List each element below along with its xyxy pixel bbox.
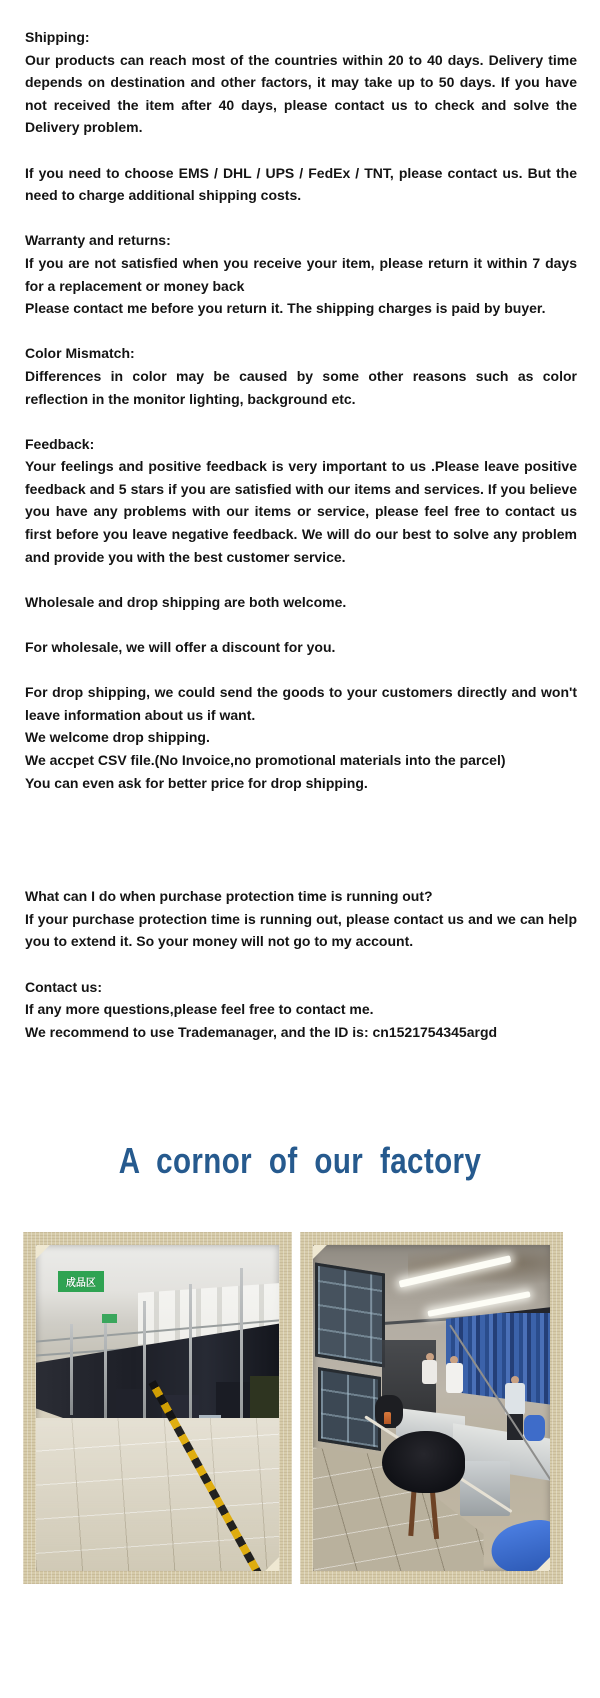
- text-section: [25, 162, 577, 207]
- text-section: [25, 342, 577, 410]
- section-heading: Color Mismatch:: [25, 345, 135, 362]
- text-section: [25, 229, 577, 319]
- section-paragraph: Our products can reach most of the countries within 20 to 40 days. Delivery time depends on destination and other factors, it may take up to 50 days. If you have not received the item after 40 days, please contact us to check and solve the Delivery problem.: [25, 51, 577, 136]
- orange-object: [384, 1412, 391, 1424]
- rack-pole: [70, 1324, 73, 1415]
- factory-photo-frame-left: [23, 1232, 292, 1584]
- blue-chair: [524, 1415, 545, 1441]
- section-paragraph: Your feelings and positive feedback is very important to us .Please leave positive feedback and 5 stars if you are satisfied with our items and services. If you believe you have any problems with our items or service, please feel free to contact us first before you leave negative feedback. We will do our best to solve any problem and provide you with the best customer service.: [25, 458, 577, 565]
- text-section: [25, 976, 577, 1044]
- text-section: [25, 433, 577, 569]
- section-paragraph: For wholesale, we will offer a discount for you.: [25, 639, 336, 656]
- section-paragraph: For drop shipping, we could send the goods to your customers directly and won't leave information about us if want.: [25, 684, 577, 723]
- worker: [505, 1376, 525, 1428]
- window: [315, 1263, 385, 1368]
- section-paragraph: We accpet CSV file.(No Invoice,no promotional materials into the parcel): [25, 752, 506, 768]
- black-garment: [382, 1431, 465, 1493]
- worker: [446, 1356, 463, 1396]
- window: [318, 1367, 381, 1451]
- section-paragraph: Please contact me before you return it. The shipping charges is paid by buyer.: [25, 300, 546, 317]
- section-heading: Shipping:: [25, 29, 90, 45]
- text-section: [25, 591, 577, 614]
- worker-body: [505, 1383, 525, 1415]
- text-section: [25, 26, 577, 139]
- rack-pole: [104, 1314, 107, 1431]
- section-paragraph: If your purchase protection time is running out, please contact us and we can help you to extend it. So your money will not go to my account.: [25, 910, 577, 950]
- section-heading: Warranty and returns:: [25, 232, 171, 249]
- factory-photos: [23, 1232, 600, 1584]
- section-paragraph: Differences in color may be caused by some other reasons such as color reflection in the monitor lighting, background etc.: [25, 367, 577, 407]
- section-paragraph: We welcome drop shipping.: [25, 729, 210, 746]
- section-paragraph: If any more questions,please feel free to contact me.: [25, 1001, 374, 1018]
- section-heading: Contact us:: [25, 978, 102, 995]
- section-paragraph: If you are not satisfied when you receive your item, please return it within 7 days for a replacement or money back: [25, 254, 577, 294]
- area-sign-far: [102, 1314, 117, 1323]
- section-heading: Feedback:: [25, 435, 95, 452]
- section-paragraph: You can even ask for better price for drop shipping.: [25, 774, 368, 791]
- section-paragraph: Wholesale and drop shipping are both welcome.: [25, 593, 347, 610]
- factory-section-heading: A cornor of our factory: [118, 1140, 482, 1182]
- section-paragraph: We recommend to use Trademanager, and the ID is: cn1521754345argd: [25, 1023, 498, 1040]
- text-section: [25, 681, 577, 794]
- factory-photo-warehouse: [36, 1245, 279, 1571]
- worker-body: [422, 1360, 437, 1384]
- section-heading: What can I do when purchase protection time is running out?: [25, 888, 433, 905]
- text-section: [25, 885, 577, 953]
- area-sign: 成品区: [58, 1271, 104, 1292]
- factory-photo-frame-right: [300, 1232, 563, 1584]
- factory-photo-workshop: [313, 1245, 550, 1571]
- worker: [422, 1353, 437, 1387]
- ironing-board: [486, 1514, 550, 1571]
- text-section: [25, 636, 577, 659]
- section-paragraph: If you need to choose EMS / DHL / UPS / FedEx / TNT, please contact us. But the need to charge additional shipping costs.: [25, 164, 577, 204]
- worker-body: [446, 1363, 463, 1393]
